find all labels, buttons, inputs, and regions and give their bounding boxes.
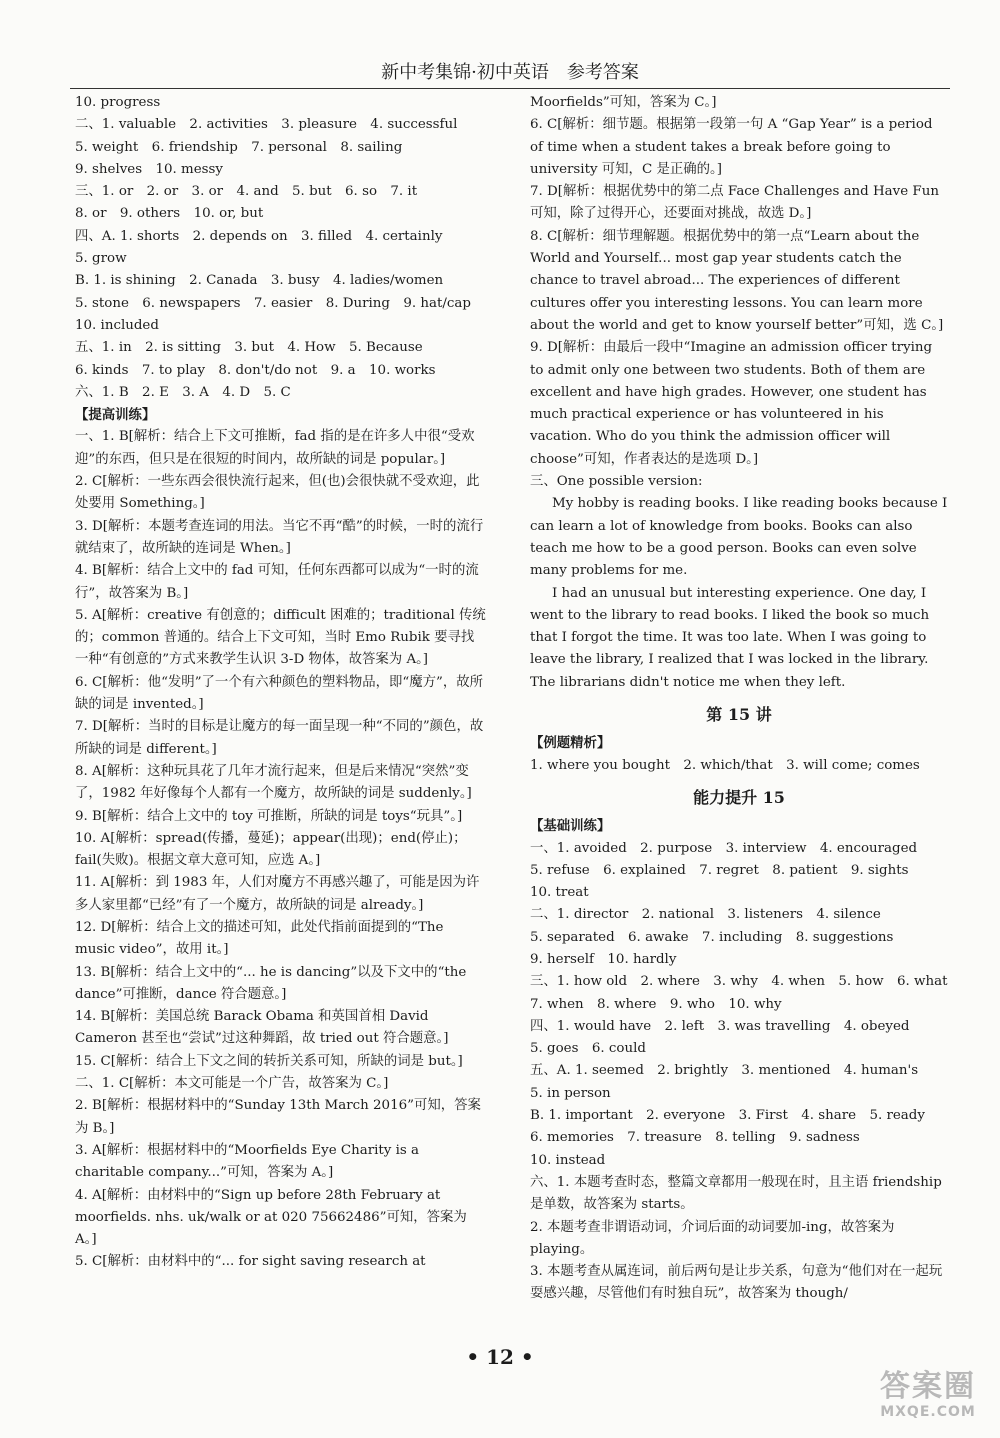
explanation-item: 5. A[解析：creative 有创意的；difficult 困难的；traditional 传统的；common 普通的。结合上下文可知，当时 Emo Rubik 要寻找一种“有创意的”方式来教学生认识 3-D 物体，故答案为 A。] [75,607,486,668]
answer-line: 5. refuse 6. explained 7. regret 8. patient 9. sights [530,862,909,878]
explanation-item: 9. D[解析：由最后一段中“Imagine an admission officer trying to admit only one between two students. Both of them are excellent and have high grades. However, one student has much practical experience or has volunteered in his vacation. Who do you think the admission officer will choose”可知，作者表达的是选项 D。] [530,340,933,467]
lesson-title: 能力提升 15 [693,787,785,807]
answer-line: 一、1. avoided 2. purpose 3. interview 4. encouraged [530,840,918,856]
answer-line: 四、A. 1. shorts 2. depends on 3. filled 4. certainly [75,228,443,244]
explanation-item: 7. D[解析：根据优势中的第二点 Face Challenges and Have Fun 可知，除了过得开心，还要面对挑战，故选 D。] [530,184,939,222]
explanation-item: 12. D[解析：结合上文的描述可知，此处代指前面提到的“The music video”，故用 it。] [75,919,444,958]
explanation-item: 14. B[解析：美国总统 Barack Obama 和英国首相 David Cameron 甚至也“尝试”过这种舞蹈，故 tried out 符合题意。] [75,1009,449,1047]
page-number: • 12 • [466,1345,534,1369]
answer-line: 三、1. or 2. or 3. or 4. and 5. but 6. so 7. it [75,184,418,200]
explanation-item: 8. A[解析：这种玩具花了几年才流行起来，但是后来情况“突然”变了，1982 年好像每个人都有一个魔方，故所缺的词是 suddenly。] [75,763,472,802]
answer-line: 5. goes 6. could [530,1041,646,1057]
essay-paragraph: My hobby is reading books. I like reading books because I can learn a lot of knowledge from books. Books can also teach me how to be a good person. Books can even solve many problems for me. [530,496,948,579]
explanation-item: 2. C[解析：一些东西会很快流行起来，但(也)会很快就不受欢迎，此处要用 Something。] [75,474,480,512]
explanation-item: 3. A[解析：根据材料中的“Moorfields Eye Charity is a charitable company...”可知，答案为 A。] [75,1142,420,1181]
answer-line: 5. separated 6. awake 7. including 8. suggestions [530,929,894,945]
explanation-item: 一、1. B[解析：结合上下文可推断，fad 指的是在许多人中很“受欢迎”的东西，但只是在很短的时间内，故所缺的词是 popular。] [75,429,475,467]
right-column [530,92,948,1306]
answer-line: 7. when 8. where 9. who 10. why [530,996,782,1012]
answer-line: 8. or 9. others 10. or, but [75,206,264,222]
answer-line: 9. shelves 10. messy [75,161,223,177]
answer-line: 五、1. in 2. is sitting 3. but 4. How 5. Because [75,340,423,356]
explanation-item: 10. A[解析：spread(传播，蔓延)；appear(出现)；end(停止)；fail(失败)。根据文章大意可知，应选 A。] [75,830,467,869]
explanation-item: 二、1. C[解析：本文可能是一个广告，故答案为 C。] [75,1076,389,1092]
watermark-top: 答案圈 [880,1369,976,1404]
answer-line: 5. stone 6. newspapers 7. easier 8. During 9. hat/cap 10. included [75,295,485,333]
answer-line: 五、A. 1. seemed 2. brightly 3. mentioned 4. human's [530,1063,919,1079]
explanation-item: 8. C[解析：细节理解题。根据优势中的第一点“Learn about the World and Yourself... most gap year students catch the chance to travel abroad... The experiences of different cultures offer you interesting lessons. You can learn more about the world and get to know yourself better”可知，选 C。] [530,228,944,333]
answer-line: 六、1. 本题考查时态，整篇文章都用一般现在时，且主语 friendship 是单数，故答案为 starts。 [530,1174,942,1213]
page-header: 新中考集锦·初中英语 参考答案 [70,58,950,89]
explanation-item: 6. C[解析：他“发明”了一个有六种颜色的塑料物品，即“魔方”，故所缺的词是 invented。] [75,674,484,713]
section-heading: 【例题精析】 [530,735,611,752]
explanation-item: 11. A[解析：到 1983 年，人们对魔方不再感兴趣了，可能是因为许多人家里都“已经”有了一个魔方，故所缺的词是 already。] [75,875,480,913]
answer-line: 三、1. how old 2. where 3. why 4. when 5. how 6. what [530,974,948,990]
explanation-item: Moorfields”可知，答案为 C。] [530,95,717,110]
answer-line: 六、1. B 2. E 3. A 4. D 5. C [75,384,291,400]
explanation-item: 6. C[解析：细节题。根据第一段第一句 A “Gap Year” is a period of time when a student takes a break before going to university 可知，C 是正确的。] [530,117,933,177]
watermark-logo [868,1370,988,1430]
answer-line: B. 1. is shining 2. Canada 3. busy 4. ladies/women [75,273,444,289]
left-column [75,92,487,1274]
answer-line: 二、1. valuable 2. activities 3. pleasure 4. successful [75,117,458,133]
explanation-item: 2. 本题考查非谓语动词，介词后面的动词要加-ing，故答案为 playing。 [530,1219,895,1257]
watermark-bottom: MXQE.COM [880,1404,976,1420]
answer-line: 9. herself 10. hardly [530,951,677,967]
section-heading: 【提高训练】 [75,407,156,424]
explanation-item: 5. C[解析：由材料中的“... for sight saving research at [75,1254,426,1270]
explanation-item: 4. A[解析：由材料中的“Sign up before 28th February at moorfields. nhs. uk/walk or at 020 75662486”可知，答案为 A。] [75,1187,467,1248]
explanation-item: 4. B[解析：结合上文中的 fad 可知，任何东西都可以成为“一时的流行”，故答案为 B。] [75,563,479,601]
answer-line: 10. instead [530,1152,606,1168]
answer-line: 5. weight 6. friendship 7. personal 8. sailing [75,139,403,155]
answer-line: 二、1. director 2. national 3. listeners 4. silence [530,907,881,923]
explanation-item: 13. B[解析：结合上文中的“... he is dancing”以及下文中的“the dance”可推断，dance 符合题意。] [75,964,467,1002]
answer-line: 5. in person [530,1085,611,1101]
answer-line: 6. memories 7. treasure 8. telling 9. sadness [530,1130,860,1146]
answer-line: 1. where you bought 2. which/that 3. will come; comes [530,757,920,773]
answer-line: 5. grow [75,251,127,267]
explanation-item: 3. D[解析：本题考查连词的用法。当它不再“酷”的时候，一时的流行就结束了，故所缺的连词是 When。] [75,518,484,556]
explanation-item: 9. B[解析：结合上文中的 toy 可推断，所缺的词是 toys“玩具”。] [75,808,463,824]
explanation-item: 2. B[解析：根据材料中的“Sunday 13th March 2016”可知，答案为 B。] [75,1098,481,1136]
answer-line: 四、1. would have 2. left 3. was travelling 4. obeyed [530,1018,910,1034]
lesson-title: 第 15 讲 [706,705,772,725]
answer-line: B. 1. important 2. everyone 3. First 4. share 5. ready [530,1108,925,1124]
answer-line: 6. kinds 7. to play 8. don't/do not 9. a 10. works [75,362,436,378]
answer-line: 10. treat [530,885,589,901]
answer-line: 10. progress [75,95,161,110]
explanation-item: 15. C[解析：结合上下文之间的转折关系可知，所缺的词是 but。] [75,1053,463,1069]
answer-line: 三、One possible version: [530,474,703,490]
section-heading: 【基础训练】 [530,818,611,835]
explanation-item: 3. 本题考查从属连词，前后两句是让步关系，句意为“他们对在一起玩耍感兴趣，尽管他们有时独自玩”，故答案为 though/ [530,1264,943,1302]
essay-paragraph: I had an unusual but interesting experience. One day, I went to the library to read books. I liked the book so much that I forgot the time. It was too late. When I was going to leave the library, I realized that I was locked in the library. The librarians didn't notice me when they left. [530,585,930,690]
explanation-item: 7. D[解析：当时的目标是让魔方的每一面呈现一种“不同的”颜色，故所缺的词是 different。] [75,719,484,757]
